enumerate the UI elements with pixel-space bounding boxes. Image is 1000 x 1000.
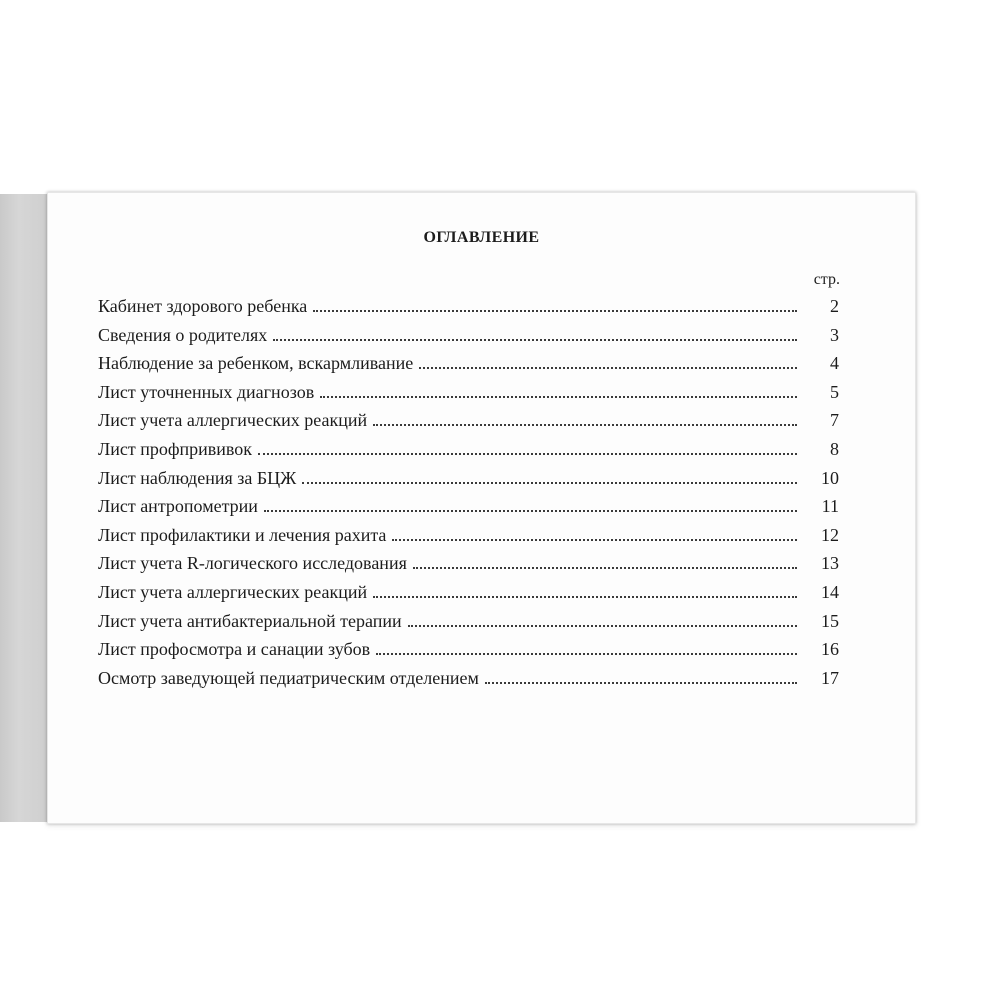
toc-entry bbox=[98, 611, 839, 640]
toc-leader-dots bbox=[408, 625, 797, 627]
toc-entry-title: Лист профилактики и лечения рахита bbox=[98, 524, 387, 545]
toc-entry-title: Наблюдение за ребенком, вскармливание bbox=[98, 353, 414, 374]
toc-entry bbox=[98, 382, 839, 411]
toc-entry bbox=[98, 468, 839, 497]
toc-entry-title: Лист антропометрии bbox=[98, 496, 258, 517]
toc-entry bbox=[98, 410, 839, 439]
toc-leader-dots bbox=[419, 367, 797, 369]
toc-entry-page: 11 bbox=[821, 496, 839, 517]
toc-entry-page: 7 bbox=[830, 410, 839, 431]
toc-leader-dots bbox=[485, 682, 797, 684]
page-column-label: стр. bbox=[813, 271, 840, 288]
toc-leader-dots bbox=[392, 539, 797, 541]
toc-leader-dots bbox=[258, 453, 797, 455]
toc-entry bbox=[98, 439, 839, 468]
toc-entry bbox=[98, 325, 839, 354]
toc-entry-title: Лист учета аллергических реакций bbox=[98, 410, 368, 431]
toc-entry-page: 17 bbox=[821, 667, 839, 688]
toc-entry bbox=[98, 353, 839, 382]
toc-leader-dots bbox=[302, 482, 797, 484]
toc-entry-page: 15 bbox=[821, 610, 839, 631]
toc-entry-page: 13 bbox=[821, 553, 839, 574]
toc-leader-dots bbox=[264, 510, 797, 512]
toc-entry bbox=[98, 525, 839, 554]
toc-entry-title: Лист учета аллергических реакций bbox=[98, 581, 368, 602]
toc-entry-page: 3 bbox=[830, 324, 839, 345]
toc-entry-page: 12 bbox=[821, 524, 839, 545]
toc-entry-title: Сведения о родителях bbox=[98, 324, 268, 345]
toc-entry bbox=[98, 582, 839, 611]
toc-entry-page: 10 bbox=[821, 467, 839, 488]
toc-entry-page: 5 bbox=[830, 381, 839, 402]
toc-leader-dots bbox=[373, 424, 797, 426]
toc-entry bbox=[98, 639, 839, 668]
toc-leader-dots bbox=[376, 653, 797, 655]
toc-leader-dots bbox=[273, 339, 797, 341]
toc-leader-dots bbox=[413, 567, 797, 569]
toc-entry-title: Кабинет здорового ребенка bbox=[98, 296, 308, 316]
toc-entry-page: 8 bbox=[830, 438, 839, 459]
table-of-contents bbox=[98, 296, 839, 696]
toc-entry-title: Лист наблюдения за БЦЖ bbox=[98, 467, 297, 488]
booklet-spine bbox=[0, 194, 47, 822]
toc-entry bbox=[98, 496, 839, 525]
toc-entry-page: 4 bbox=[830, 353, 839, 374]
page-title: ОГЛАВЛЕНИЕ bbox=[423, 229, 540, 246]
toc-entry-title: Лист профпрививок bbox=[98, 438, 253, 459]
toc-leader-dots bbox=[313, 310, 797, 312]
toc-entry-page: 16 bbox=[821, 639, 839, 660]
toc-entry bbox=[98, 668, 839, 697]
toc-entry bbox=[98, 296, 839, 325]
document-page bbox=[47, 192, 916, 824]
toc-leader-dots bbox=[373, 596, 797, 598]
toc-entry-title: Лист учета антибактериальной терапии bbox=[98, 610, 402, 631]
toc-entry-page: 14 bbox=[821, 581, 839, 602]
toc-entry-page: 2 bbox=[830, 296, 839, 316]
toc-entry-title: Лист профосмотра и санации зубов bbox=[98, 639, 371, 660]
toc-entry-title: Осмотр заведующей педиатрическим отделением bbox=[98, 667, 479, 688]
toc-leader-dots bbox=[320, 396, 797, 398]
toc-entry-title: Лист учета R-логического исследования bbox=[98, 553, 407, 574]
toc-entry-title: Лист уточненных диагнозов bbox=[98, 381, 315, 402]
toc-entry bbox=[98, 553, 839, 582]
